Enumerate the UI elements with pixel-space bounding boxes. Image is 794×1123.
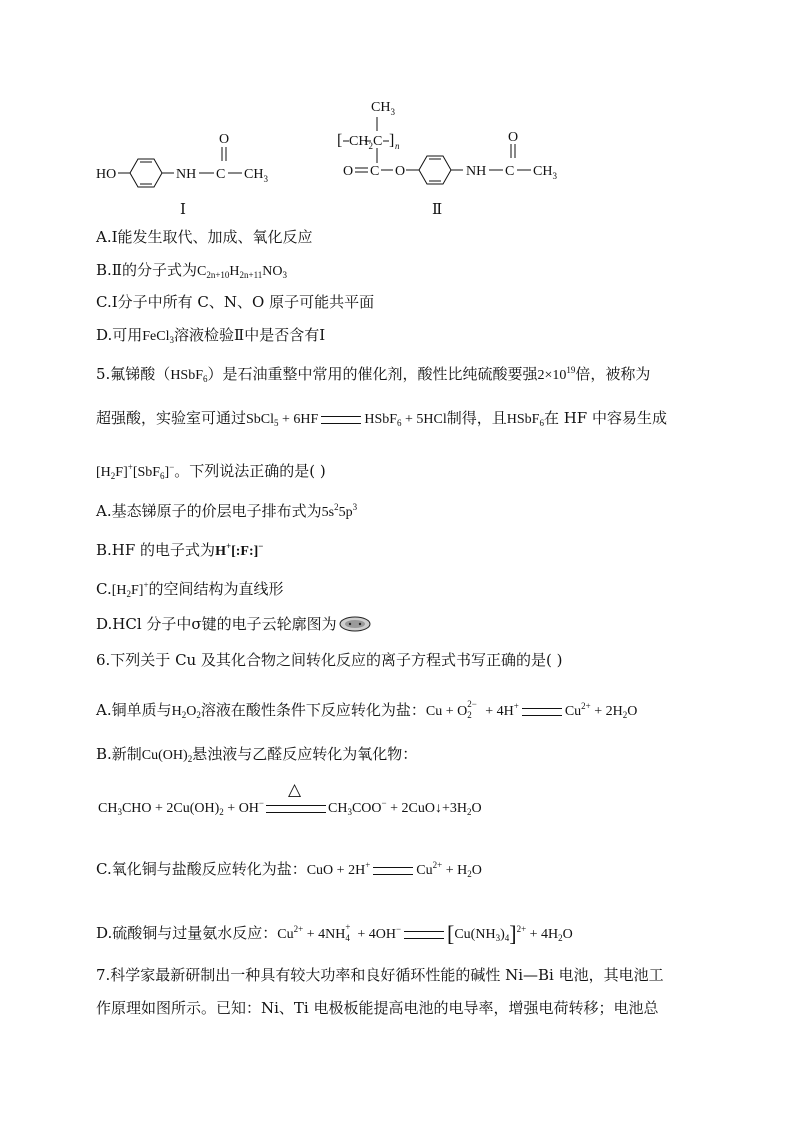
equals-sign xyxy=(373,867,413,875)
q6-b-equation: $CH_3CHO + 2Cu(OH)_2 + OH^-$ △ $CH_3COO^-$ + $2CuO↓+3H_2O$ xyxy=(98,779,482,817)
heat-equals-sign xyxy=(266,779,326,813)
s2-n: n xyxy=(395,141,400,151)
s2-nh: NH xyxy=(466,164,487,179)
q6-title: 6.下列关于 Cu 及其化合物之间转化反应的离子方程式书写正确的是( ) xyxy=(96,651,563,669)
q5-line-1: 5.氟锑酸（HSbF$_6$）是石油重整中常用的催化剂，酸性比纯硫酸要强$2\times 10^{19}$倍，被称为 xyxy=(96,365,651,384)
q5-option-a: A.基态锑原子的价层电子排布式为$5s^25p^3$ xyxy=(96,502,358,520)
s2-c2: C xyxy=(370,164,380,179)
s2-ch2: $CH_2$ xyxy=(349,134,373,151)
s1-o: O xyxy=(219,132,230,147)
q4-option-b: B.Ⅱ的分子式为$C_{2n+10}H_{2n+11}NO_3$ xyxy=(96,261,288,280)
q6-option-b: B.新制$Cu(OH)_2$悬浊液与乙醛反应转化为氧化物： xyxy=(96,745,418,764)
benzene-ring-1 xyxy=(130,159,162,187)
s2-o-top: O xyxy=(508,130,519,145)
svg-text:]: ] xyxy=(389,132,395,149)
q5-line-3: $[H_2F]^+[SbF_6]^-$。下列说法正确的是( ) xyxy=(96,462,326,481)
s2-c3: C xyxy=(505,164,515,179)
label-I: Ⅰ xyxy=(180,200,186,218)
s1-c: C xyxy=(216,167,226,182)
s2-c: C xyxy=(373,134,383,149)
q4-option-d: D.可用FeCl$_3$溶液检验Ⅱ中是否含有Ⅰ xyxy=(96,326,326,345)
q4-option-a: A.Ⅰ能发生取代、加成、氧化反应 xyxy=(96,228,313,246)
s2-o-left: O xyxy=(343,164,354,179)
heat-triangle-icon: △ xyxy=(288,779,302,799)
q6-option-a: A.铜单质与$H_2O_2$溶液在酸性条件下反应转化为盐：Cu + O 2− $_2$ + 4H+ $Cu^{2+} + 2H_2O$ xyxy=(96,699,638,720)
structure-II-diagram xyxy=(335,95,575,195)
equals-sign xyxy=(321,416,361,424)
structure-I-diagram xyxy=(90,125,290,195)
q7-line-1: 7.科学家最新研制出一种具有较大功率和良好循环性能的碱性 Ni—Bi 电池，其电池工 xyxy=(96,966,664,984)
s2-o-mid: O xyxy=(395,164,406,179)
q6-a-equation: Cu + O 2− $_2$ + 4H+ $Cu^{2+} + 2H_2O$ xyxy=(425,699,638,720)
s2-ch3-top: $CH_3$ xyxy=(371,100,395,117)
equals-sign xyxy=(522,708,562,716)
s1-nh: NH xyxy=(176,167,197,182)
svg-text:[: [ xyxy=(337,132,343,149)
q7-line-2: 作原理如图所示。已知：Ni、Ti 电极板能提高电池的电导率，增强电荷转移；电池总 xyxy=(96,999,659,1017)
s1-ho: HO xyxy=(96,167,117,182)
q5-line-2: 超强酸，实验室可通过SbCl$_5$ + 6HF HSbF$_6$ + 5HCl制得，且HSbF$_6$在 HF 中容易生成 xyxy=(96,409,667,428)
q5-option-d: D.HCl 分子中σ键的电子云轮廓图为 xyxy=(96,614,371,634)
equals-sign xyxy=(404,931,444,939)
s2-ch3: $CH_3$ xyxy=(533,164,557,181)
q4-option-c: C.Ⅰ分子中所有 C、N、O 原子可能共平面 xyxy=(96,293,375,311)
q6-option-c: C.氧化铜与盐酸反应转化为盐：CuO + 2H+ $Cu^{2+} + H_2O$ xyxy=(96,860,482,879)
label-II: Ⅱ xyxy=(432,200,443,218)
q5-option-b: B.HF 的电子式为H+[:F:]− xyxy=(96,541,264,559)
sigma-bond-orbital-icon xyxy=(339,616,371,632)
q5-option-c: $C.[H_2F]^+$的空间结构为直线形 xyxy=(96,580,284,599)
s1-ch3: $CH_3$ xyxy=(244,167,268,184)
benzene-ring-2 xyxy=(419,156,451,184)
q6-option-d: D.硫酸铜与过量氨水反应：$Cu^{2+} + 4NH$ + $_4$ + 4OH− $[Cu(NH_3)_4]^{2+} + 4H_2O$ xyxy=(96,921,573,946)
